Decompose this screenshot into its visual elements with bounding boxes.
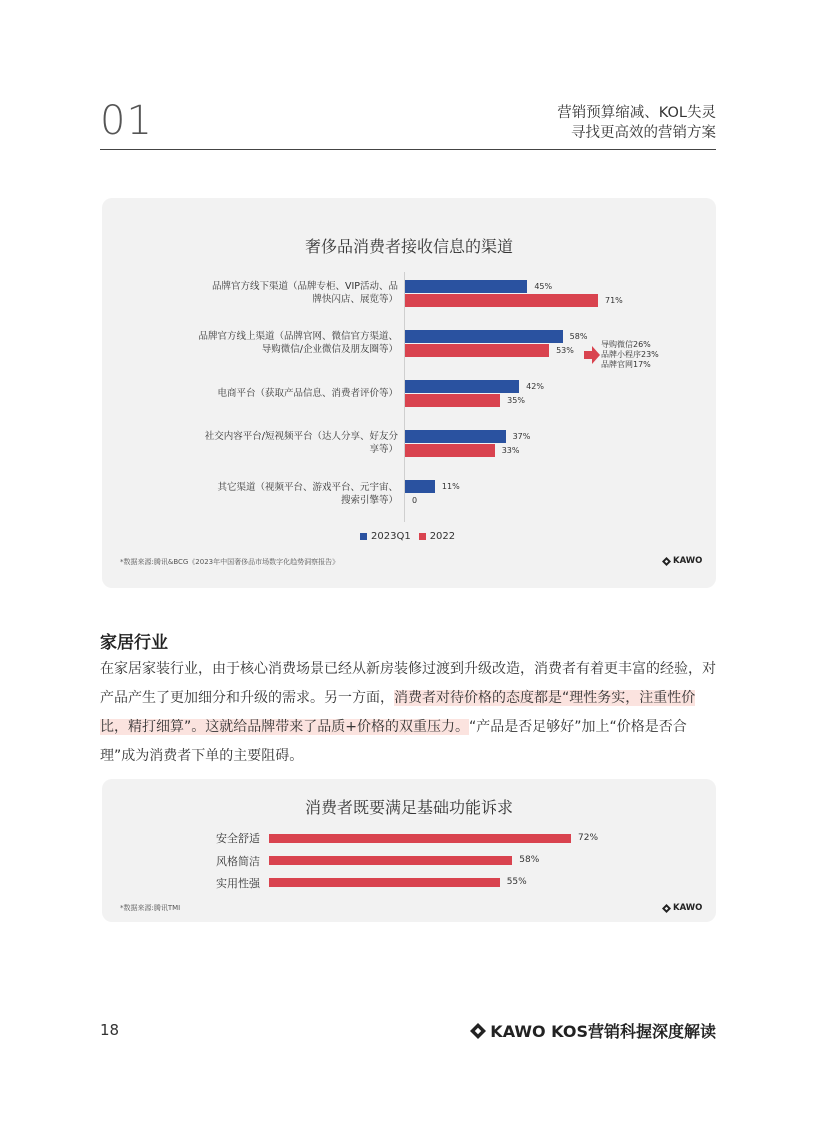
chart1-legend bbox=[360, 531, 455, 542]
kawo-logo-icon bbox=[662, 904, 671, 913]
chart2-bar bbox=[269, 834, 571, 843]
chart1-source: *数据来源:腾讯&BCG《2023年中国奢侈品市场数字化趋势洞察报告》 bbox=[120, 558, 340, 566]
kawo-logo-icon bbox=[470, 1023, 486, 1039]
chart2-bar bbox=[269, 856, 512, 865]
footer-brand: KAWO KOS营销科握深度解读 bbox=[470, 1019, 716, 1042]
legend-label-2022: 2022 bbox=[429, 531, 456, 542]
chart1-bar-2023Q1 bbox=[405, 480, 435, 493]
chart1-bar-2022 bbox=[405, 394, 500, 407]
chart1-category-label: 品牌官方线上渠道（品牌官网、微信官方渠道、 导购微信/企业微信及朋友圈等） bbox=[198, 331, 398, 355]
legend-swatch-2023 bbox=[360, 533, 367, 540]
chart2-title: 消费者既要满足基础功能诉求 bbox=[304, 798, 513, 817]
chart2-logo: KAWO bbox=[662, 903, 702, 913]
chart1-category-label: 其它渠道（视频平台、游戏平台、元宇宙、 搜索引擎等） bbox=[217, 482, 398, 506]
chapter-number: 01 bbox=[100, 98, 153, 144]
chart1-bar-2022 bbox=[405, 344, 549, 357]
chart1-category-label: 社交内容平台/短视频平台（达人分享、好友分 享等） bbox=[204, 431, 398, 455]
chart2-category-label: 实用性强 bbox=[216, 877, 260, 890]
chart1-value-label: 33% bbox=[501, 446, 520, 455]
chart2-bar bbox=[269, 878, 500, 887]
header-divider bbox=[100, 149, 716, 150]
chart2-value-label: 55% bbox=[506, 877, 527, 887]
chart2-value-label: 58% bbox=[519, 855, 540, 865]
header-title bbox=[557, 103, 716, 143]
paragraph-highlight: 消费者对待价格的态度都是“理性务实，注重性价比，精打细算”。这就给品牌带来了品质+价格的双重压力。 bbox=[100, 690, 696, 735]
header-title-line1: 营销预算缩减、KOL失灵 bbox=[557, 105, 716, 121]
chart1-value-label: 53% bbox=[556, 346, 574, 355]
chart1-value-label: 37% bbox=[512, 432, 531, 441]
chart1-value-label: 42% bbox=[526, 382, 544, 391]
chart1-value-label: 35% bbox=[507, 396, 525, 405]
chart1-bar-2023Q1 bbox=[405, 330, 563, 343]
chart2-value-label: 72% bbox=[578, 833, 599, 843]
chart2-category-label: 安全舒适 bbox=[216, 832, 260, 845]
chart2-category-label: 风格简洁 bbox=[216, 855, 260, 868]
section-heading: 家居行业 bbox=[100, 633, 168, 653]
chart1-logo: KAWO bbox=[662, 556, 702, 566]
chart1-value-label: 0 bbox=[412, 496, 418, 505]
header-title-line2: 寻找更高效的营销方案 bbox=[571, 125, 716, 141]
chart1-title: 奢侈品消费者接收信息的渠道 bbox=[304, 237, 513, 256]
chart1-annotation: 导购微信26% 品牌小程序23% 品牌官网17% bbox=[601, 340, 659, 369]
chart1-bar-2022 bbox=[405, 444, 495, 457]
chart1-category-label: 品牌官方线下渠道（品牌专柜、VIP活动、品 牌快闪店、展览等） bbox=[211, 281, 398, 305]
chart1-value-label: 45% bbox=[534, 282, 553, 291]
arrow-right-icon bbox=[584, 346, 600, 364]
kawo-logo-icon bbox=[662, 557, 671, 566]
chart1-bar-2023Q1 bbox=[405, 380, 519, 393]
chart1-category-label: 电商平台（获取产品信息、消费者评价等） bbox=[217, 388, 398, 399]
legend-label-2023: 2023Q1 bbox=[371, 531, 411, 542]
chart1-bar-2023Q1 bbox=[405, 430, 506, 443]
chart1-bar-2022 bbox=[405, 294, 598, 307]
chart1-bar-2023Q1 bbox=[405, 280, 527, 293]
page-number: 18 bbox=[100, 1021, 120, 1039]
paragraph-part2: “产品是否足够好”加上“价格是否合理”成为消费者下单的主要阻碍。 bbox=[100, 719, 687, 764]
chart1-value-label: 71% bbox=[605, 296, 623, 305]
chart1-value-label: 11% bbox=[441, 482, 460, 491]
section-paragraph bbox=[100, 655, 720, 771]
legend-swatch-2022 bbox=[419, 533, 426, 540]
chart2-source: *数据来源:腾讯TMI bbox=[120, 904, 181, 912]
paragraph-part1: 在家居家装行业，由于核心消费场景已经从新房装修过渡到升级改造，消费者有着更丰富的经验，对产品产生了更加细分和升级的需求。另一方面， bbox=[100, 661, 716, 706]
chart1-value-label: 58% bbox=[569, 332, 588, 341]
